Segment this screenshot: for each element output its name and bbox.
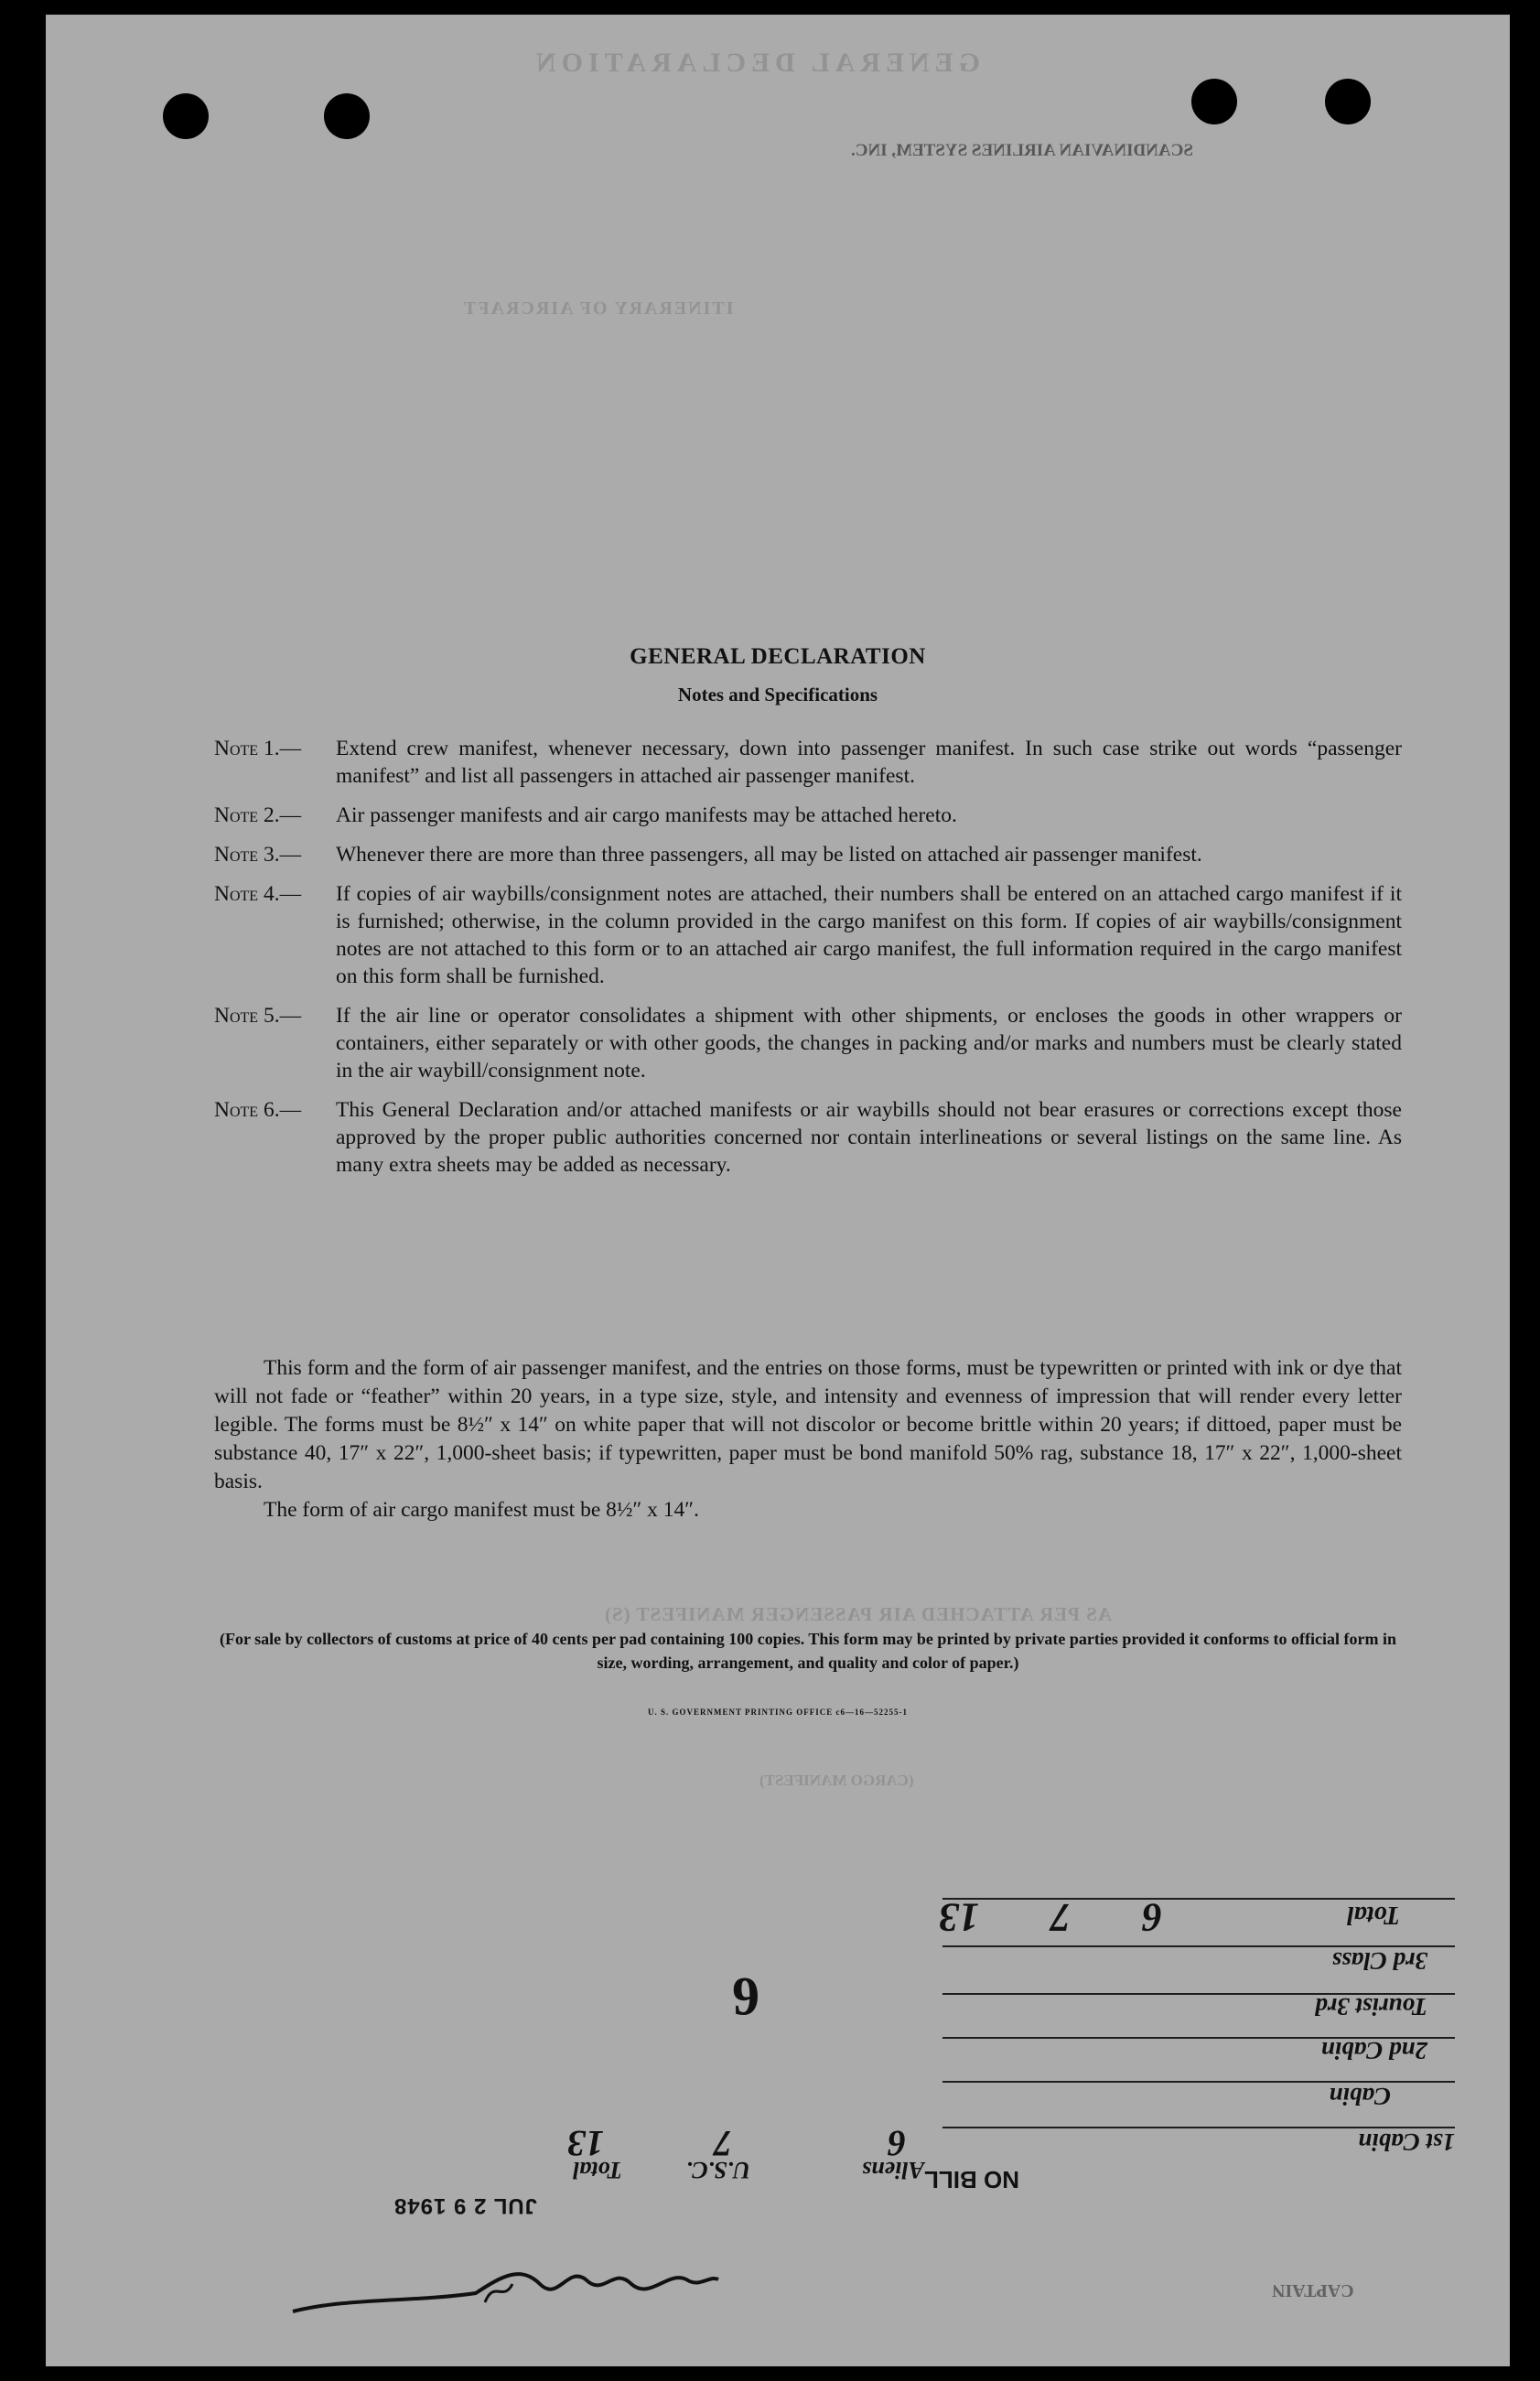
note-label: Note 2.— xyxy=(214,803,302,827)
note-text: This General Declaration and/or attached manifests or air waybills should not bear erasures or corrections except those approved by the proper public authorities concerned nor contain interlineations or several listings on the same line. As many extra sheets may be added as necessary. xyxy=(336,1098,1402,1177)
note-text: Extend crew manifest, whenever necessary, down into passenger manifest. In such case strike out words “passenger manifest” and list all passengers in attached air passenger manifest. xyxy=(336,737,1402,788)
tally-header-total: Total xyxy=(573,2157,622,2183)
tally-value-aliens: 6 xyxy=(1142,1895,1162,1940)
tally-value-usc: 7 xyxy=(1050,1895,1071,1940)
bleed-through-captain: CAPTAIN xyxy=(1272,2280,1354,2300)
tally-row-label: Cabin xyxy=(1329,2083,1391,2110)
note-text: If the air line or operator consolidates a shipment with other shipments, or encloses the goods in other wrappers or containers, either separately or with other goods, the changes in packing and/or marks and numbers must be clearly stated in the air waybill/consignment note. xyxy=(336,1004,1402,1083)
note-label: Note 6.— xyxy=(214,1098,302,1122)
note-item xyxy=(214,1096,1402,1179)
note-item xyxy=(214,802,1402,829)
sale-notice: (For sale by collectors of customs at price of 40 cents per pad containing 100 copies. This form may be printed by private parties provided it conforms to official form in size, wording, arrangement, and quality and color of paper.) xyxy=(219,1630,1397,1672)
note-text: If copies of air waybills/consignment notes are attached, their numbers shall be entered on an attached cargo manifest if it is furnished; otherwise, in the column provided in the cargo manifest on this form. If copies of air waybills/consignment notes are not attached to this form or to an attached air cargo manifest, the full information required in the cargo manifest on this form shall be furnished. xyxy=(336,882,1402,988)
handwritten-tally xyxy=(540,1817,1455,2183)
note-item xyxy=(214,1002,1402,1084)
tally-row-label: Total xyxy=(1346,1901,1400,1929)
document-page xyxy=(46,15,1510,2366)
bleed-through-airline: SCANDINAVIAN AIRLINES SYSTEM, INC. xyxy=(851,141,1193,160)
tally-value-total: 13 xyxy=(567,2123,604,2164)
tally-row-label: 3rd Class xyxy=(1331,1947,1427,1975)
printer-imprint: U. S. GOVERNMENT PRINTING OFFICE c6—16—52255-1 xyxy=(647,1708,909,1717)
signature xyxy=(284,2247,723,2339)
tally-value-aliens: 6 xyxy=(888,2123,906,2164)
note-item xyxy=(214,841,1402,868)
punch-hole xyxy=(324,93,370,139)
punch-hole xyxy=(1191,79,1237,124)
bleed-through-cargo-heading: (CARGO MANIFEST) xyxy=(759,1772,914,1789)
tally-row-label: 1st Cabin xyxy=(1358,2128,1455,2156)
note-label: Note 3.— xyxy=(214,843,302,867)
bleed-through-section: ITINERARY OF AIRCRAFT xyxy=(462,298,734,318)
form-specification-paragraph xyxy=(214,1354,1402,1524)
date-stamp: JUL 2 9 1948 xyxy=(393,2193,537,2218)
tally-value-usc: 7 xyxy=(714,2123,732,2164)
declaration-subtitle: Notes and Specifications xyxy=(677,684,878,706)
note-text: Whenever there are more than three passengers, all may be listed on attached air passenger manifest. xyxy=(336,843,1202,867)
punch-hole xyxy=(163,93,209,139)
bleed-through-title: GENERAL DECLARATION xyxy=(531,48,981,78)
note-label: Note 1.— xyxy=(214,737,302,760)
no-bill-stamp: NO BILL xyxy=(924,2166,1019,2193)
circled-number: 6 xyxy=(732,1966,759,2027)
tally-header-aliens: Aliens xyxy=(862,2157,924,2183)
bleed-through-passenger-heading: AS PER ATTACHED AIR PASSENGER MANIFEST (S) xyxy=(604,1603,1113,1625)
declaration-title: GENERAL DECLARATION xyxy=(630,644,926,669)
note-label: Note 4.— xyxy=(214,882,302,906)
cargo-size-text: The form of air cargo manifest must be 8½″ x 14″. xyxy=(264,1498,699,1522)
tally-row-label: Tourist 3rd xyxy=(1315,1993,1427,2020)
tally-row-label: 2nd Cabin xyxy=(1320,2037,1427,2064)
note-label: Note 5.— xyxy=(214,1004,302,1028)
punch-hole xyxy=(1325,79,1371,124)
tally-header-usc: U.S.C. xyxy=(685,2157,750,2183)
note-item xyxy=(214,880,1402,990)
note-item xyxy=(214,735,1402,790)
specification-text: This form and the form of air passenger manifest, and the entries on those forms, must be typewritten or printed with ink or dye that will not fade or “feather” within 20 years, in a type size, style, and intensity and evenness of impression that will render every letter legible. The forms must be 8½″ x 14″ on white paper that will not discolor or become brittle within 20 years; if dittoed, paper must be substance 40, 17″ x 22″, 1,000-sheet basis; if typewritten, paper must be bond manifold 50% rag, substance 18, 17″ x 22″, 1,000-sheet basis. xyxy=(214,1356,1402,1493)
note-text: Air passenger manifests and air cargo manifests may be attached hereto. xyxy=(336,803,957,827)
tally-value-total: 13 xyxy=(939,1895,979,1940)
notes-list xyxy=(214,735,1402,1190)
